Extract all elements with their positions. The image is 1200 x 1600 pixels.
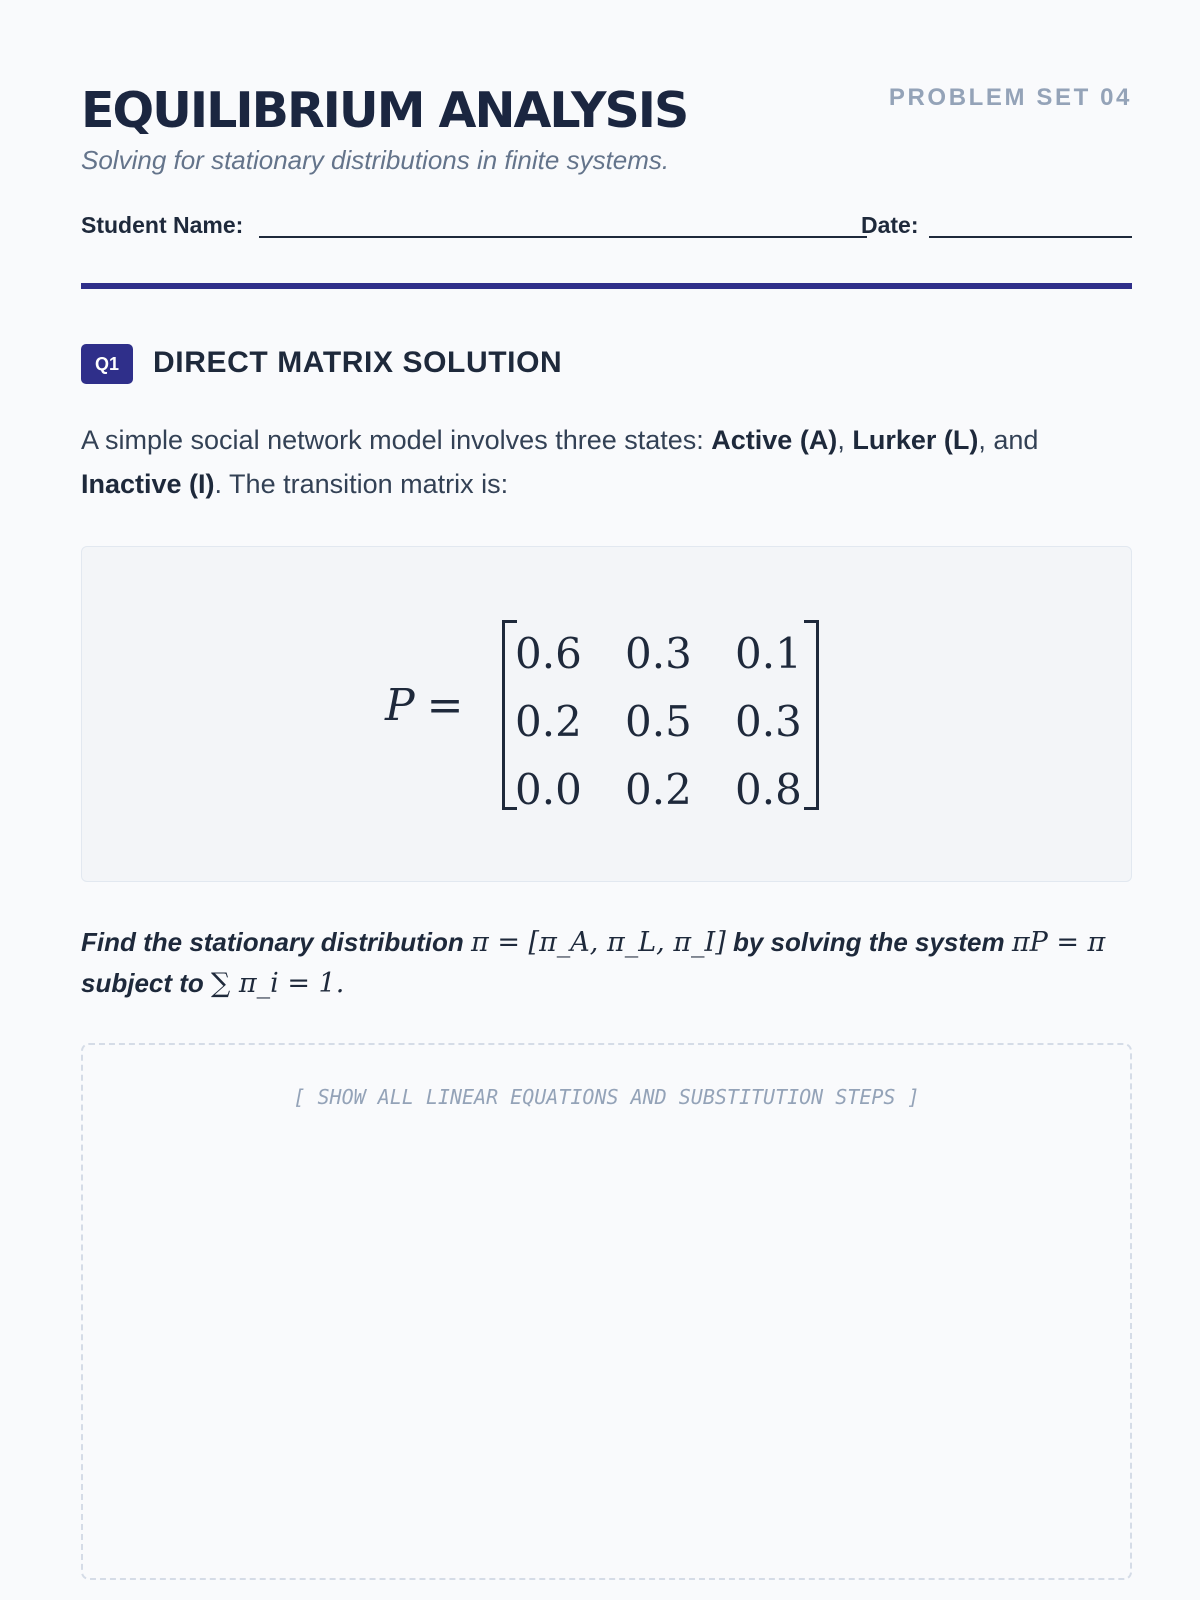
state-lurker: Lurker (L): [852, 425, 979, 455]
prompt-math: π = [π_A, π_L, π_I]: [471, 927, 726, 958]
answer-workspace[interactable]: [81, 1043, 1132, 1580]
matrix-cell: 0.2: [515, 697, 582, 746]
matrix-cell: 0.8: [735, 765, 802, 814]
student-info-row: [81, 206, 1132, 242]
intro-text: . The transition matrix is:: [214, 469, 509, 499]
matrix-cell: 0.1: [735, 629, 802, 678]
workspace-hint: [ SHOW ALL LINEAR EQUATIONS AND SUBSTITUTION STEPS ]: [293, 1085, 920, 1109]
right-bracket: [804, 620, 819, 810]
question-title: DIRECT MATRIX SOLUTION: [153, 346, 563, 379]
date-label: Date:: [861, 212, 919, 238]
state-inactive: Inactive (I): [81, 469, 215, 499]
matrix-cell: 0.3: [735, 697, 802, 746]
prompt-text: Find the stationary distribution: [81, 927, 471, 957]
prompt-math: ∑ π_i = 1.: [211, 968, 345, 999]
matrix-cell: 0.5: [625, 697, 692, 746]
intro-separator: ,: [837, 425, 853, 455]
matrix-grid: [515, 626, 825, 830]
prompt-math: πP = π: [1011, 927, 1106, 958]
matrix-label: [385, 680, 463, 731]
intro-separator: , and: [978, 425, 1039, 455]
matrix-box: [81, 546, 1132, 882]
intro-text: A simple social network model involves three states:: [81, 425, 712, 455]
page-title: EQUILIBRIUM ANALYSIS: [81, 82, 688, 139]
student-name-field[interactable]: [259, 236, 867, 238]
matrix-equals: =: [426, 680, 464, 731]
matrix-cell: 0.0: [515, 765, 582, 814]
problem-set-label: PROBLEM SET 04: [888, 84, 1132, 111]
matrix-cell: 0.3: [625, 629, 692, 678]
matrix-symbol: P: [385, 680, 415, 731]
matrix-cell: 0.6: [515, 629, 582, 678]
state-active: Active (A): [711, 425, 838, 455]
prompt-text: subject to: [81, 968, 212, 998]
header-divider: [81, 283, 1132, 289]
date-field[interactable]: [929, 236, 1132, 238]
student-name-label: Student Name:: [81, 212, 244, 238]
question-badge: Q1: [81, 344, 133, 384]
prompt-text: by solving the system: [725, 927, 1012, 957]
matrix-cell: 0.2: [625, 765, 692, 814]
question-prompt: [81, 922, 1141, 1004]
page-subtitle: Solving for stationary distributions in finite systems.: [81, 145, 670, 175]
question-intro: [81, 418, 1141, 506]
